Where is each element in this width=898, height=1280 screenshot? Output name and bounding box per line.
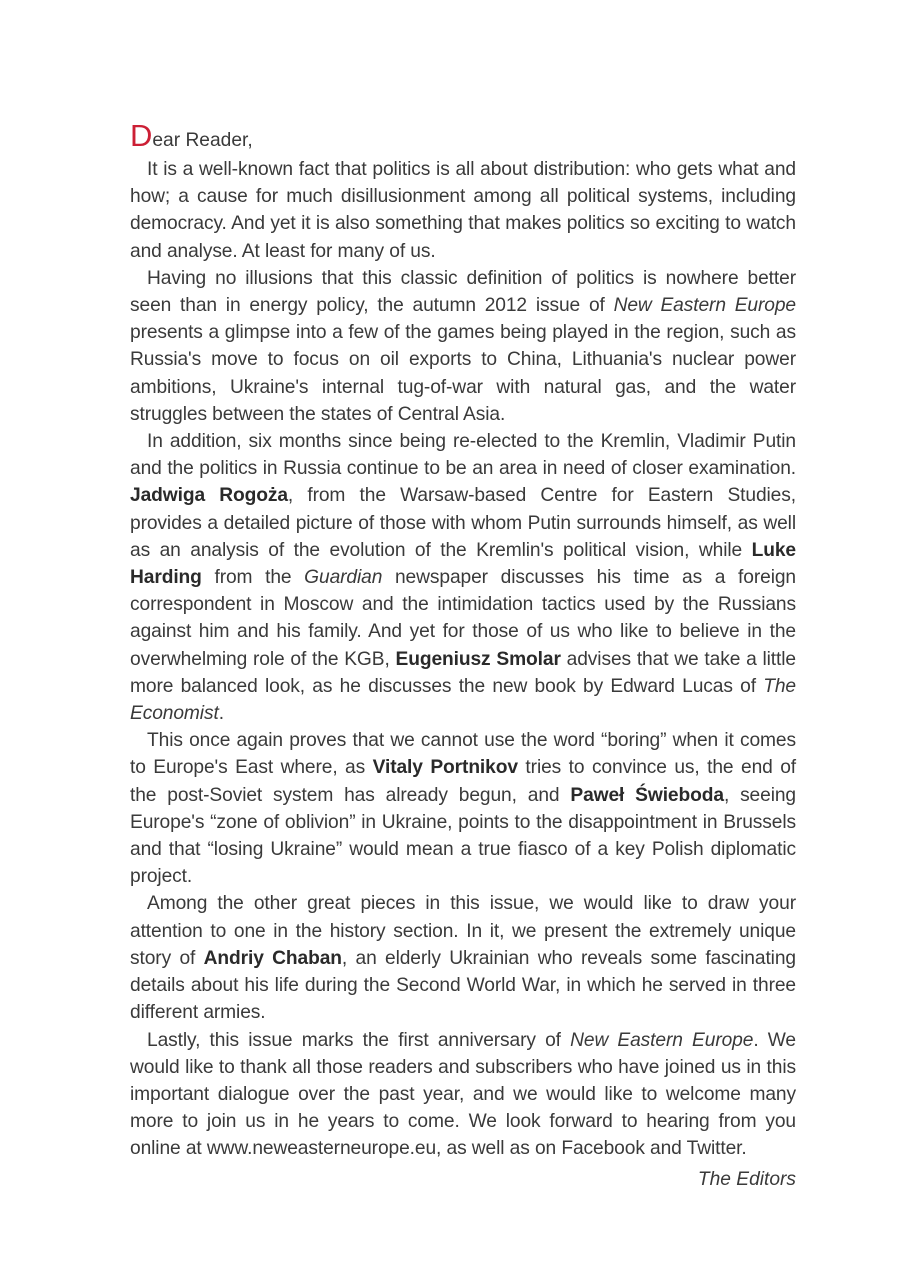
- signature: The Editors: [697, 1168, 796, 1190]
- person-name: Luke Harding: [130, 539, 796, 589]
- publication-title: Guardian: [304, 567, 383, 589]
- editorial-letter: [130, 120, 796, 1197]
- dropcap-initial: D: [130, 118, 153, 153]
- paragraph: [130, 1027, 796, 1163]
- text-run: In addition, six months since being re-elected to the Kremlin, Vladimir Putin and the politics in Russia continue to be an area in need of closer examination.: [130, 431, 796, 480]
- text-run: This once again proves that we cannot use the word “boring” when it comes to Europe's East where, as: [130, 730, 796, 779]
- person-name: Eugeniusz Smolar: [395, 648, 561, 670]
- text-run: . We would like to thank all those readers and subscribers who have joined us in this important dialogue over the past year, and we would like to welcome many more to join us in he years to come. We look forward to hearing from you online at www.neweasterneurope.eu, as well as on Facebook and Twitter.: [130, 1029, 796, 1160]
- text-run: advises that we take a little more balanced look, as he discusses the new book by Edward Lucas of: [130, 648, 796, 697]
- paragraph: [130, 156, 796, 265]
- person-name: Vitaly Portnikov: [372, 757, 518, 779]
- text-run: Having no illusions that this classic definition of politics is nowhere better seen than in energy policy, the autumn 2012 issue of: [130, 267, 796, 317]
- text-run: It is a well-known fact that politics is all about distribution: who gets what and how; a cause for much disillusionment among all political systems, including democracy. And yet it is also something that makes politics so exciting to watch and analyse. At least for many of us.: [130, 159, 796, 262]
- text-run: , from the Warsaw-based Centre for Eastern Studies, provides a detailed picture of those with whom Putin surrounds himself, as well as an analysis of the evolution of the Kremlin's political vision, while: [130, 485, 796, 561]
- text-run: from the: [201, 567, 305, 589]
- text-run: .: [218, 703, 224, 725]
- paragraph: [130, 428, 796, 727]
- paragraph: [130, 265, 796, 428]
- salutation: [130, 120, 796, 156]
- salutation-text: ear Reader,: [152, 130, 253, 151]
- paragraph: [130, 890, 796, 1026]
- text-run: presents a glimpse into a few of the games being played in the region, such as Russia's move to focus on oil exports to China, Lithuania's nuclear power ambitions, Ukraine's internal tug-of-war with natural gas, and the water struggles between the states of Central Asia.: [130, 322, 796, 425]
- text-run: , an elderly Ukrainian who reveals some fascinating details about his life during the Second World War, in which he served in three different armies.: [130, 947, 796, 1024]
- person-name: Paweł Świeboda: [570, 784, 724, 806]
- publication-title: The Economist: [130, 675, 796, 725]
- publication-title: New Eastern Europe: [570, 1029, 754, 1051]
- text-run: tries to convince us, the end of the post-Soviet system has already begun, and: [130, 757, 796, 806]
- text-run: , seeing Europe's “zone of oblivion” in Ukraine, points to the disappointment in Brussels and that “losing Ukraine” would mean a true fiasco of a key Polish diplomatic project.: [130, 784, 797, 888]
- publication-title: New Eastern Europe: [613, 295, 796, 317]
- person-name: Jadwiga Rogoża: [130, 485, 288, 507]
- text-run: Among the other great pieces in this issue, we would like to draw your attention to one in the history section. In it, we present the extremely unique story of: [130, 893, 796, 969]
- text-run: Lastly, this issue marks the first anniversary of: [147, 1029, 571, 1051]
- text-run: newspaper discusses his time as a foreign correspondent in Moscow and the intimidation tactics used by the Russians against him and his family. And yet for those of us who like to believe in the overwhelming role of the KGB,: [130, 567, 797, 670]
- letter-paragraphs: [130, 156, 796, 1163]
- person-name: Andriy Chaban: [203, 947, 342, 969]
- paragraph: [130, 727, 796, 890]
